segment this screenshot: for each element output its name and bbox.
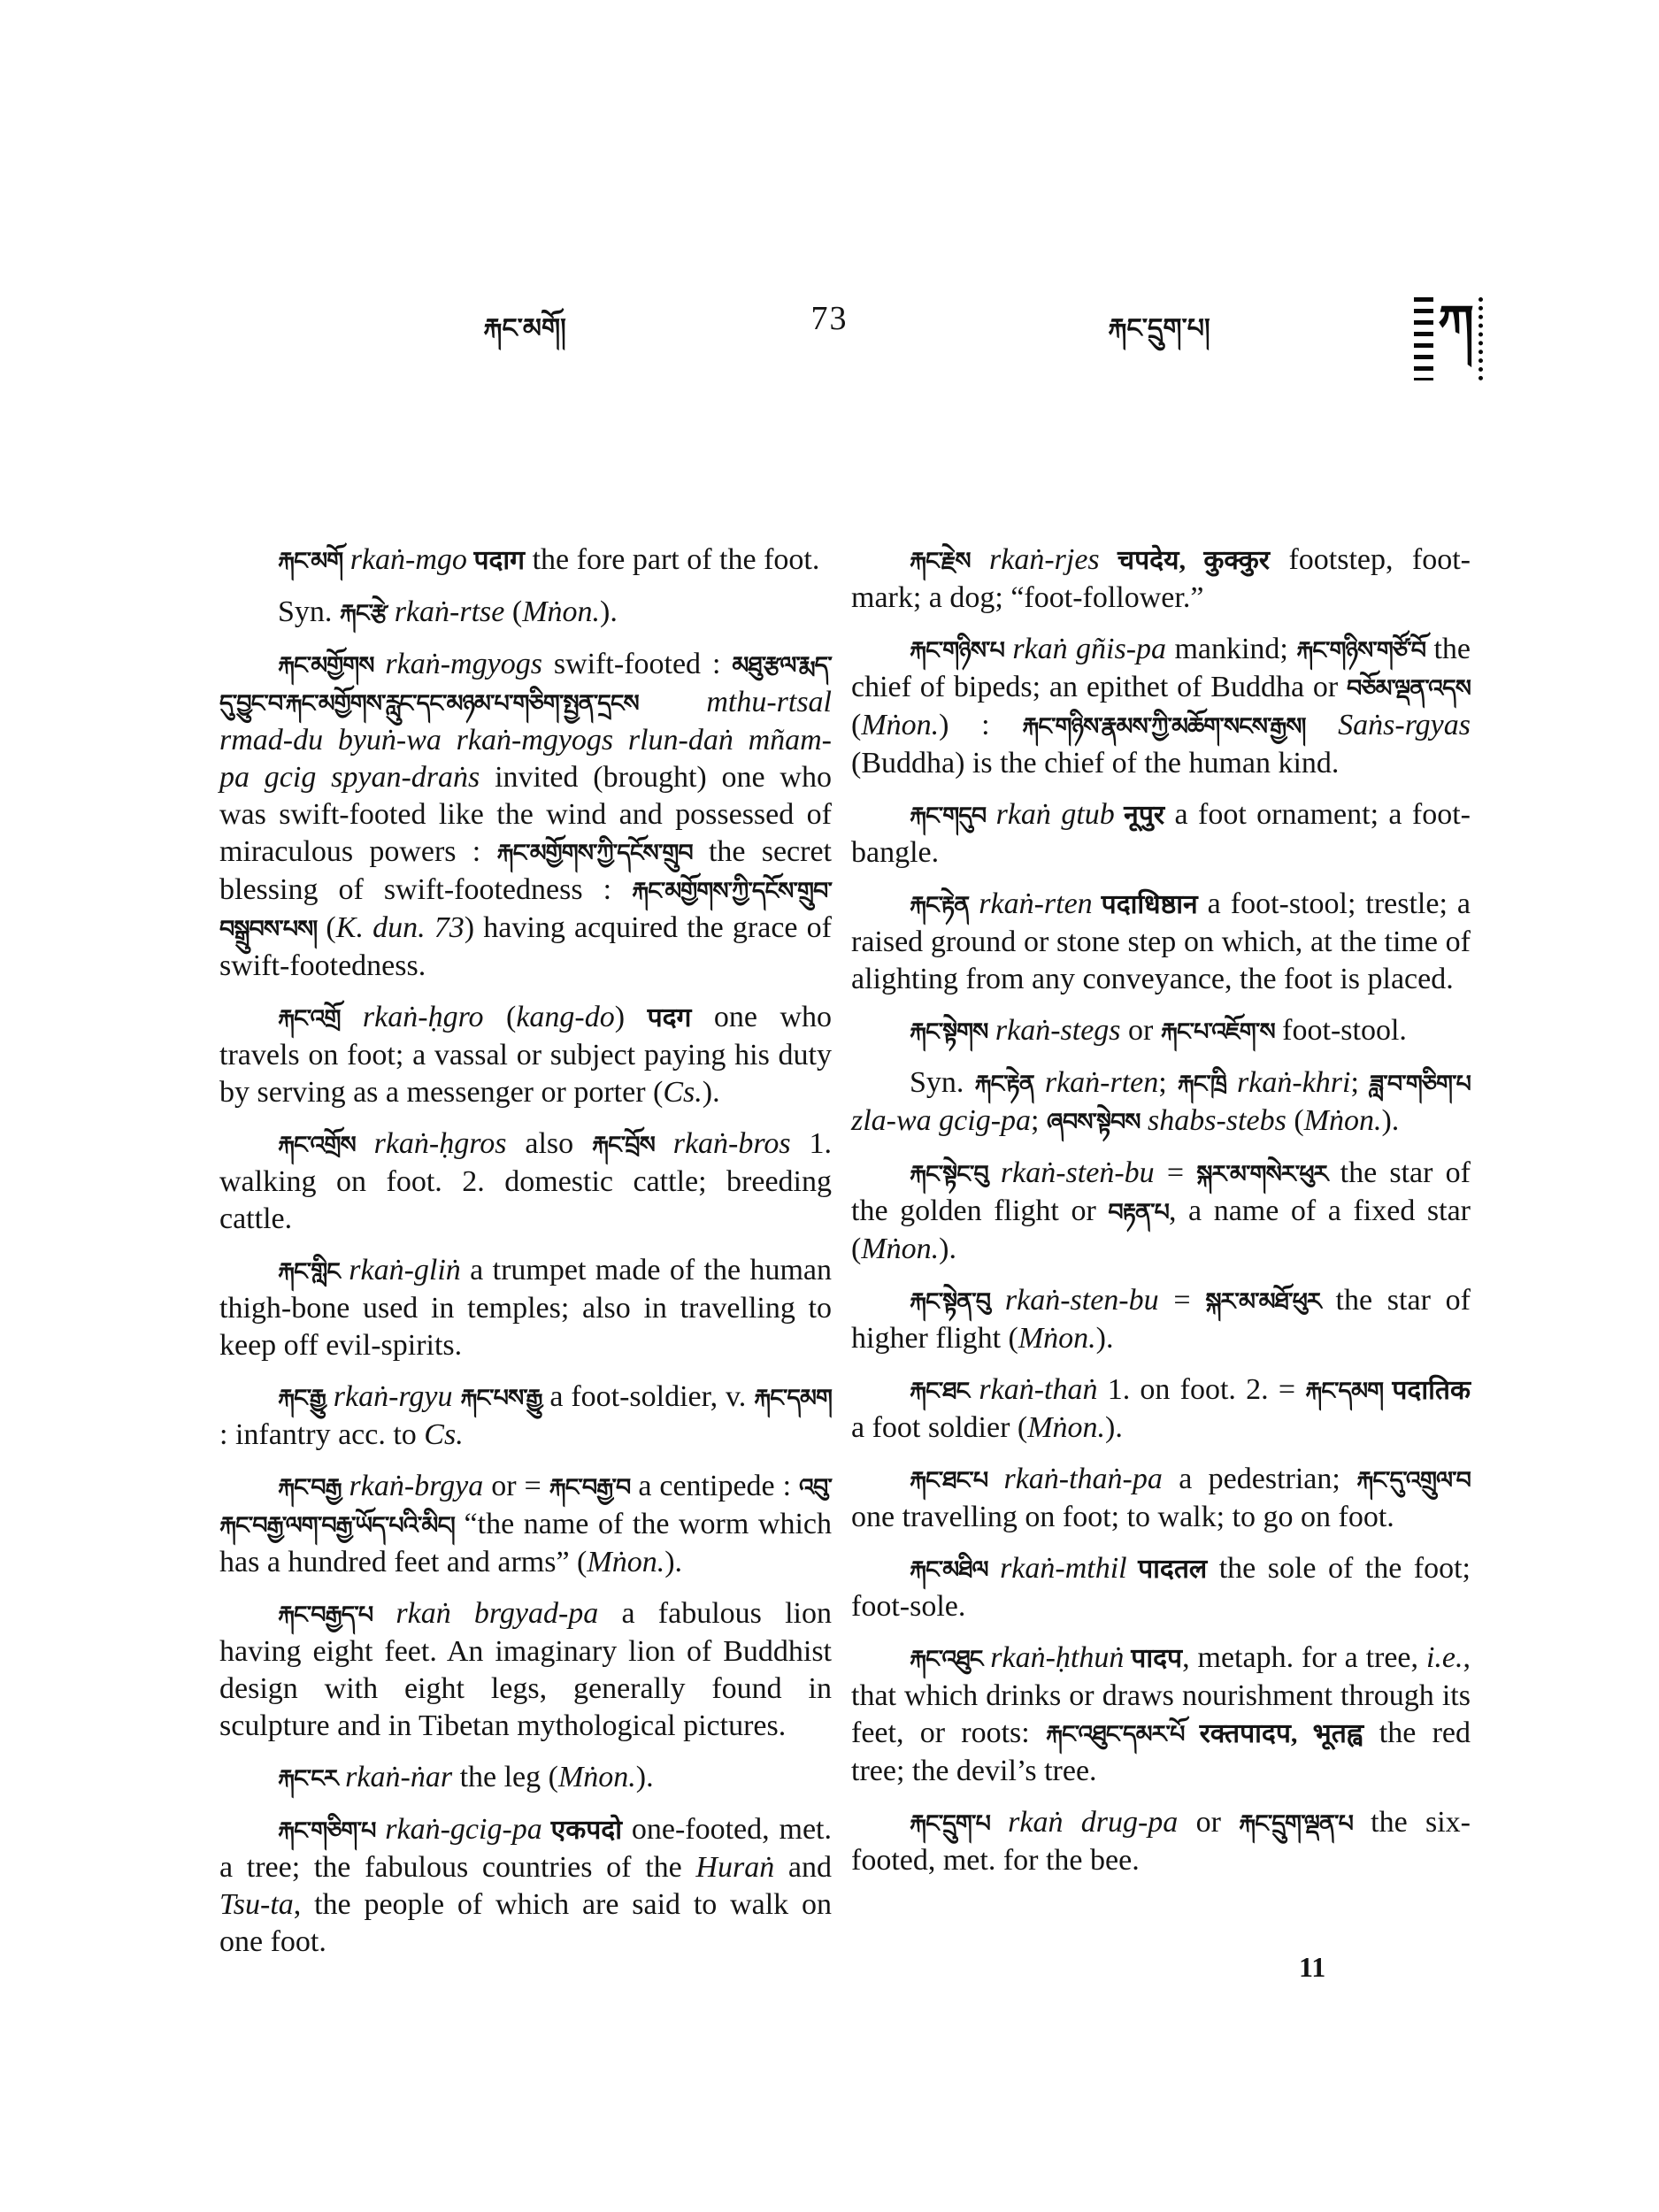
dictionary-entry (219, 1252, 832, 1364)
english-text: the red tree; the devil’s tree. (851, 1717, 1471, 1787)
english-text: or = (483, 1470, 549, 1502)
tibetan-text: རྐང་གཉིས་རྣམས་ཀྱི་མཆོག་སངས་རྒྱས། (1022, 713, 1306, 740)
italic-abbrev: kang-do (516, 1001, 615, 1033)
tibetan-text: རྐང་མགོ (278, 548, 343, 574)
transliteration-text: zla-wa gcig-pa (851, 1104, 1032, 1137)
tibetan-text: རྐང་མགྱོགས་ཀྱི་དངོས་གྲུབ (496, 840, 693, 866)
english-text: ( (1286, 1104, 1304, 1137)
english-text: ). (1105, 1411, 1123, 1444)
english-text: a foot soldier ( (851, 1411, 1028, 1444)
transliteration-text: rkaṅ-gcig-pa (375, 1813, 542, 1846)
transliteration-text: rkaṅ-khri (1225, 1066, 1351, 1099)
tibetan-text: རྐང་ངར (278, 1765, 338, 1792)
english-text: a centipede : (630, 1470, 799, 1502)
dictionary-entry (851, 1064, 1471, 1141)
english-text: ). (600, 595, 618, 628)
tibetan-text: རྐང་གདུབ (910, 803, 987, 829)
transliteration-text: rkaṅ-rten (969, 887, 1093, 920)
dictionary-entry (219, 594, 832, 632)
tibetan-text: བཅོམ་ལྡན་འདས (1346, 675, 1471, 702)
tibetan-text: རྐང་འགྲོས (278, 1132, 356, 1158)
english-text: ) having acquired the grace of swift-footedness. (219, 911, 833, 982)
english-text: Syn. (278, 595, 340, 628)
tibetan-text: ཟླ་བ་གཅིག་པ (1370, 1071, 1471, 1097)
english-text: foot-stool. (1274, 1014, 1407, 1047)
dictionary-entry (219, 999, 832, 1111)
transliteration-text: rkaṅ-thaṅ-pa (987, 1463, 1163, 1495)
devanagari-gloss: पदग (647, 1003, 692, 1033)
devanagari-gloss: पादतल (1126, 1555, 1208, 1584)
tibetan-text: སྐར་མ་གསེར་ཕུར (1196, 1161, 1328, 1187)
devanagari-gloss: नूपुर (1114, 801, 1165, 830)
english-text: ). (664, 1546, 683, 1578)
english-text: footstep, foot-mark; a dog; “foot-follower.” (851, 543, 1471, 614)
tibetan-text: རྐང་ཐང (910, 1378, 970, 1404)
english-text: = (1154, 1156, 1197, 1189)
english-text: ( (504, 595, 523, 628)
dictionary-entry (219, 1759, 832, 1797)
english-text: swift-footed : (541, 648, 733, 680)
devanagari-gloss: एकपदो (541, 1816, 623, 1845)
transliteration-text: rkaṅ-rten (1033, 1066, 1159, 1099)
transliteration-text: rkaṅ-stegs (987, 1014, 1121, 1047)
english-text: ) (614, 1001, 648, 1033)
english-text: mankind; (1166, 633, 1297, 665)
english-text: the star of the golden flight or (851, 1156, 1471, 1227)
dictionary-entry (851, 1155, 1471, 1268)
tibetan-text: རྐང་དྲུག་ལྡན་པ (1239, 1810, 1353, 1837)
dictionary-entry (219, 541, 832, 580)
english-text: ). (1381, 1104, 1400, 1137)
italic-abbrev: Cs. (663, 1076, 703, 1109)
english-text: one-footed, met. a tree; the fabulous countries of the (219, 1813, 832, 1884)
italic-abbrev: Mṅon. (1303, 1104, 1382, 1137)
english-text: ). (702, 1076, 720, 1109)
italic-abbrev: Mṅon. (587, 1546, 665, 1578)
tibetan-text: རྐང་མཐིལ (910, 1556, 988, 1583)
tibetan-text: འབུ་རྐང་བརྒྱ་ལག་བརྒྱ་ཡོད་པའི་མིང། (219, 1474, 832, 1539)
english-text: ). (939, 1233, 956, 1265)
devanagari-gloss: रक्तपादप, भूतह्व (1184, 1719, 1363, 1748)
italic-abbrev: Mṅon. (1018, 1322, 1096, 1355)
tibetan-text: རྐང་རྗེས (910, 548, 971, 574)
english-text: the star of higher flight ( (851, 1284, 1471, 1355)
english-text: 1. on foot. 2. = (1097, 1373, 1306, 1406)
devanagari-gloss: पदाधिष्ठान (1092, 890, 1198, 919)
tibetan-text: སྐར་མ་མཐོ་ཕུར (1205, 1288, 1321, 1315)
english-text: ( (317, 911, 336, 944)
tibetan-text: རྐང་མགྱོགས་ཀྱི་དངོས་གྲུབ་བསྒྲུབས་པས། (219, 878, 832, 942)
english-text: a pedestrian; (1162, 1463, 1357, 1495)
signature-mark: 11 (1299, 1951, 1326, 1983)
english-text: ) : (939, 709, 1023, 741)
page-number: 73 (810, 300, 849, 337)
dictionary-entry (851, 1640, 1471, 1790)
english-text: a foot ornament; a foot-bangle. (851, 798, 1471, 869)
italic-abbrev: K. dun. 73 (335, 911, 465, 944)
devanagari-gloss: पादप (1124, 1644, 1183, 1673)
tibetan-text: རྐང་དྲུག་པ (910, 1810, 990, 1837)
italic-abbrev: Huraṅ (695, 1851, 775, 1884)
english-text: ; (1031, 1104, 1047, 1137)
tibetan-text: རྐང་པ་འཇོག་ས (1160, 1018, 1275, 1045)
transliteration-text: mthu-rtsal rmad-du byuṅ-wa rkaṅ-mgyogs rlun-daṅ mñam-pa gcig spyan-draṅs (219, 686, 832, 794)
tibetan-text: རྐང་ཁྲི (1177, 1071, 1226, 1097)
english-text: ( (483, 1001, 517, 1033)
transliteration-text: rkaṅ-steṅ-bu (987, 1156, 1155, 1189)
english-text: , the people of which are said to walk on one foot. (219, 1888, 832, 1958)
english-text: , metaph. for a tree, (1182, 1641, 1426, 1674)
italic-abbrev: Tsu-ta (219, 1888, 294, 1921)
dictionary-entry (851, 1012, 1471, 1050)
tibetan-text: རྐང་རྩེ (339, 600, 388, 626)
english-text: the leg ( (452, 1761, 558, 1793)
english-text: the chief of bipeds; an epithet of Buddha or (851, 633, 1471, 703)
english-text: , a name of a fixed star ( (851, 1194, 1471, 1265)
english-text: ; (1158, 1066, 1178, 1099)
left-column (219, 541, 832, 1975)
thumb-tab-stripes (1414, 297, 1433, 380)
dictionary-entry (219, 646, 832, 985)
english-text: “the name of the worm which has a hundred feet and arms” ( (219, 1508, 832, 1578)
right-column (851, 541, 1471, 1893)
dictionary-entry (851, 541, 1471, 617)
english-text: ). (635, 1761, 654, 1793)
transliteration-text: rkaṅ-thaṅ (969, 1373, 1098, 1406)
english-text: a trumpet made of the human thigh-bone used in temples; also in travelling to keep off evil-spirits. (219, 1254, 832, 1362)
english-text: or (1178, 1806, 1240, 1839)
dictionary-entry (219, 1468, 832, 1581)
english-text: the six-footed, met. for the bee. (851, 1806, 1471, 1877)
english-text: invited (brought) one who was swift-footed like the wind and possessed of miraculous powers : (219, 761, 832, 868)
english-text: or (1120, 1014, 1161, 1047)
tibetan-text: རྐང་རྟེན (974, 1071, 1034, 1097)
dictionary-entry (219, 1379, 832, 1454)
tibetan-text: བརྟན་པ (1108, 1199, 1169, 1225)
tibetan-text: རྐང་དམག (754, 1385, 832, 1411)
tibetan-text: རྐང་གཉིས་གཙོ་བོ (1296, 637, 1426, 664)
transliteration-text: rkaṅ-bros (654, 1127, 791, 1160)
tibetan-text: རྐང་བརྒྱ་བ (549, 1474, 631, 1501)
tibetan-text: རྐང་དམག (1305, 1378, 1384, 1404)
transliteration-text: rkaṅ-mgyogs (373, 648, 542, 680)
dictionary-entry (219, 1595, 832, 1745)
devanagari-gloss: पदातिक (1383, 1376, 1471, 1405)
english-text: = (1158, 1284, 1206, 1317)
transliteration-text: rkaṅ-brgya (341, 1470, 484, 1502)
tibetan-text: རྐང་སྟེགས (910, 1018, 988, 1045)
english-text: , that which drinks or draws nourishment through its feet, or roots: (851, 1641, 1471, 1749)
dictionary-entry (851, 796, 1471, 872)
dictionary-entry (851, 631, 1471, 782)
transliteration-text: rkaṅ brgyad-pa (373, 1597, 599, 1630)
devanagari-gloss: चपदेय, कुक्कुर (1099, 546, 1271, 575)
english-text: and (774, 1851, 832, 1884)
italic-abbrev: Mṅon. (557, 1761, 636, 1793)
transliteration-text: rkaṅ-mthil (987, 1552, 1127, 1585)
english-text: ). (1095, 1322, 1114, 1355)
dictionary-entry (851, 1371, 1471, 1447)
devanagari-gloss: पदाग (466, 546, 526, 575)
english-text: the sole of the foot; foot-sole. (851, 1552, 1471, 1623)
tibetan-text: མཐུ་རྩལ་རྨད་དུ་བྱུང་བ་རྐང་མགྱོགས་རླུང་དང་མཉམ་པ་གཅིག་སྤྱན་དྲངས (219, 652, 832, 717)
english-text: one travelling on foot; to walk; to go on foot. (851, 1501, 1394, 1533)
english-text: Syn. (910, 1066, 975, 1099)
dictionary-entry (851, 886, 1471, 998)
tibetan-text: རྐང་དུ་འགྲུལ་བ (1356, 1467, 1471, 1494)
transliteration-text: rkaṅ-ṅar (337, 1761, 453, 1793)
italic-abbrev: Mṅon. (861, 1233, 940, 1265)
tibetan-text: རྐང་བརྒྱད་པ (278, 1601, 373, 1628)
tibetan-text: རྐང་གླིང (278, 1258, 340, 1285)
transliteration-text: rkaṅ-ḥgros (355, 1127, 507, 1160)
transliteration-text: rkaṅ-gliṅ (339, 1254, 461, 1286)
tibetan-text: རྐང་འཐུང་དམར་པོ (1046, 1721, 1185, 1747)
transliteration-text: shabs-stebs (1140, 1104, 1286, 1137)
thumb-index-tab (1414, 297, 1483, 380)
transliteration-text: rkaṅ gñis-pa (1003, 633, 1167, 665)
tibetan-text: རྐང་རྟེན (910, 892, 970, 918)
transliteration-text: rkaṅ drug-pa (989, 1806, 1179, 1839)
italic-abbrev: i.e. (1425, 1641, 1463, 1674)
english-text: a fabulous lion having eight feet. An imaginary lion of Buddhist design with eight legs, generally found in sculpture and in Tibetan mythological pictures. (219, 1597, 832, 1742)
tibetan-text: རྐང་ཐང་པ (910, 1467, 988, 1494)
tibetan-text: ཞབས་སྟེབས (1047, 1109, 1141, 1135)
dictionary-entry (851, 1461, 1471, 1536)
english-text: the fore part of the foot. (525, 543, 820, 576)
english-text: ( (851, 709, 862, 741)
tibetan-text: རྐང་མགྱོགས (278, 652, 374, 679)
italic-abbrev: Cs. (424, 1418, 464, 1451)
dictionary-entry (219, 1125, 832, 1238)
english-text: ; (1350, 1066, 1370, 1099)
english-text: : infantry acc. to (219, 1418, 425, 1451)
italic-abbrev: Mṅon. (1027, 1411, 1106, 1444)
tibetan-text: རྐང་བྲོས (592, 1132, 655, 1158)
running-head-right: རྐང་དྲུག་པ། (1108, 314, 1210, 343)
tibetan-text: རྐང་གཅིག་པ (278, 1817, 376, 1844)
dictionary-entry (851, 1550, 1471, 1625)
english-text: 1. walking on foot. 2. domestic cattle; breeding cattle. (219, 1127, 832, 1235)
tibetan-text: རྐང་གཉིས་པ (910, 637, 1004, 664)
transliteration-text: rkaṅ-rgyu (325, 1380, 453, 1413)
dictionary-entry (851, 1282, 1471, 1357)
transliteration-text: rkaṅ-mgo (342, 543, 467, 576)
transliteration-text: Saṅs-rgyas (1305, 709, 1471, 741)
transliteration-text: rkaṅ-ḥgro (340, 1001, 484, 1033)
english-text: also (506, 1127, 593, 1160)
tibetan-text: རྐང་འགྲོ (278, 1005, 341, 1032)
english-text: (Buddha) is the chief of the human kind. (851, 747, 1340, 780)
italic-abbrev: Mṅon. (861, 709, 940, 741)
running-head-left: རྐང་མགོ། (483, 314, 566, 343)
transliteration-text: rkaṅ-rtse (387, 595, 505, 628)
tibetan-text: རྐང་སྟེན་བུ (910, 1288, 991, 1315)
english-text: one who travels on foot; a vassal or subject paying his duty by serving as a messenger or porter ( (219, 1001, 833, 1109)
transliteration-text: rkaṅ-ḥthuṅ (982, 1641, 1125, 1674)
transliteration-text: rkaṅ gtub (986, 798, 1115, 831)
english-text: the secret blessing of swift-footedness : (219, 835, 833, 906)
tibetan-text: རྐང་རྒྱུ (278, 1385, 326, 1411)
english-text: a foot-stool; trestle; a raised ground or stone step on which, at the time of alighting from any conveyance, the foot is placed. (851, 887, 1471, 995)
tibetan-text: རྐང་བརྒྱ (278, 1474, 342, 1501)
english-text: a foot-soldier, v. (541, 1380, 755, 1413)
dictionary-entry (851, 1804, 1471, 1879)
tibetan-text: རྐང་པས་རྒྱུ (460, 1385, 542, 1411)
tibetan-text: རྐང་འཐུང (910, 1646, 983, 1672)
tibetan-ka-tab-icon: ཀ (1433, 297, 1483, 380)
tibetan-text: རྐང་སྟེང་བུ (910, 1161, 988, 1187)
italic-abbrev: Mṅon. (522, 595, 601, 628)
transliteration-text: rkaṅ-sten-bu (990, 1284, 1159, 1317)
dictionary-entry (219, 1811, 832, 1961)
transliteration-text: rkaṅ-rjes (970, 543, 1100, 576)
